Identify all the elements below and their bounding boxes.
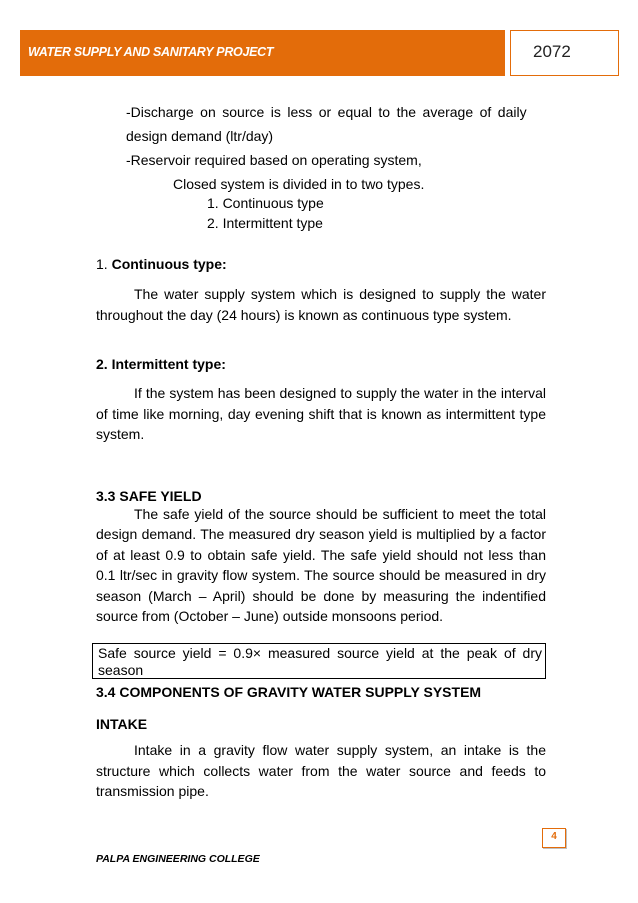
header-title-bar (20, 30, 505, 76)
type-list-item-1: 1. Continuous type (207, 195, 324, 211)
intermittent-heading: 2. Intermittent type: (96, 356, 226, 372)
continuous-paragraph: The water supply system which is designed to supply the water throughout the day (24 hours) is known as continuous type system. (96, 286, 546, 323)
reservoir-line: -Reservoir required based on operating system, (126, 152, 422, 168)
page-number-box (542, 828, 566, 848)
continuous-heading-text: Continuous type: (111, 256, 227, 272)
discharge-line-1: -Discharge on source is less or equal to the average of daily (126, 104, 527, 120)
page-number: 4 (551, 831, 557, 842)
header-year-box (510, 30, 619, 76)
formula-text: Safe source yield = 0.9× measured source yield at the peak of dry season (98, 645, 542, 678)
continuous-number: 1. (96, 256, 108, 272)
header-year: 2072 (533, 42, 571, 61)
type-list-item-2: 2. Intermittent type (207, 215, 323, 231)
header-title: WATER SUPPLY AND SANITARY PROJECT (28, 45, 274, 59)
footer-college: PALPA ENGINEERING COLLEGE (96, 853, 260, 865)
closed-system-line: Closed system is divided in to two types. (173, 176, 425, 192)
intake-heading: INTAKE (96, 716, 148, 732)
safe-yield-heading: 3.3 SAFE YIELD (96, 488, 202, 504)
formula-box (92, 643, 546, 679)
page-header (20, 30, 619, 76)
discharge-line-2: design demand (ltr/day) (126, 128, 274, 144)
intermittent-paragraph: If the system has been designed to supply the water in the interval of time like morning, day evening shift that is known as intermittent type system. (96, 385, 546, 442)
intake-paragraph: Intake in a gravity flow water supply system, an intake is the structure which collects water from the water source and feeds to transmission pipe. (96, 742, 546, 799)
safe-yield-paragraph: The safe yield of the source should be sufficient to meet the total design demand. The measured dry season yield is multiplied by a factor of at least 0.9 to obtain safe yield. The safe yield should not less than 0.1 ltr/sec in gravity flow system. The source should be measured in dry season (March – April) should be done by measuring the indentified source from (October – June) outside monsoons period. (96, 506, 546, 625)
components-heading: 3.4 COMPONENTS OF GRAVITY WATER SUPPLY SYSTEM (96, 684, 482, 700)
continuous-heading (96, 255, 227, 273)
